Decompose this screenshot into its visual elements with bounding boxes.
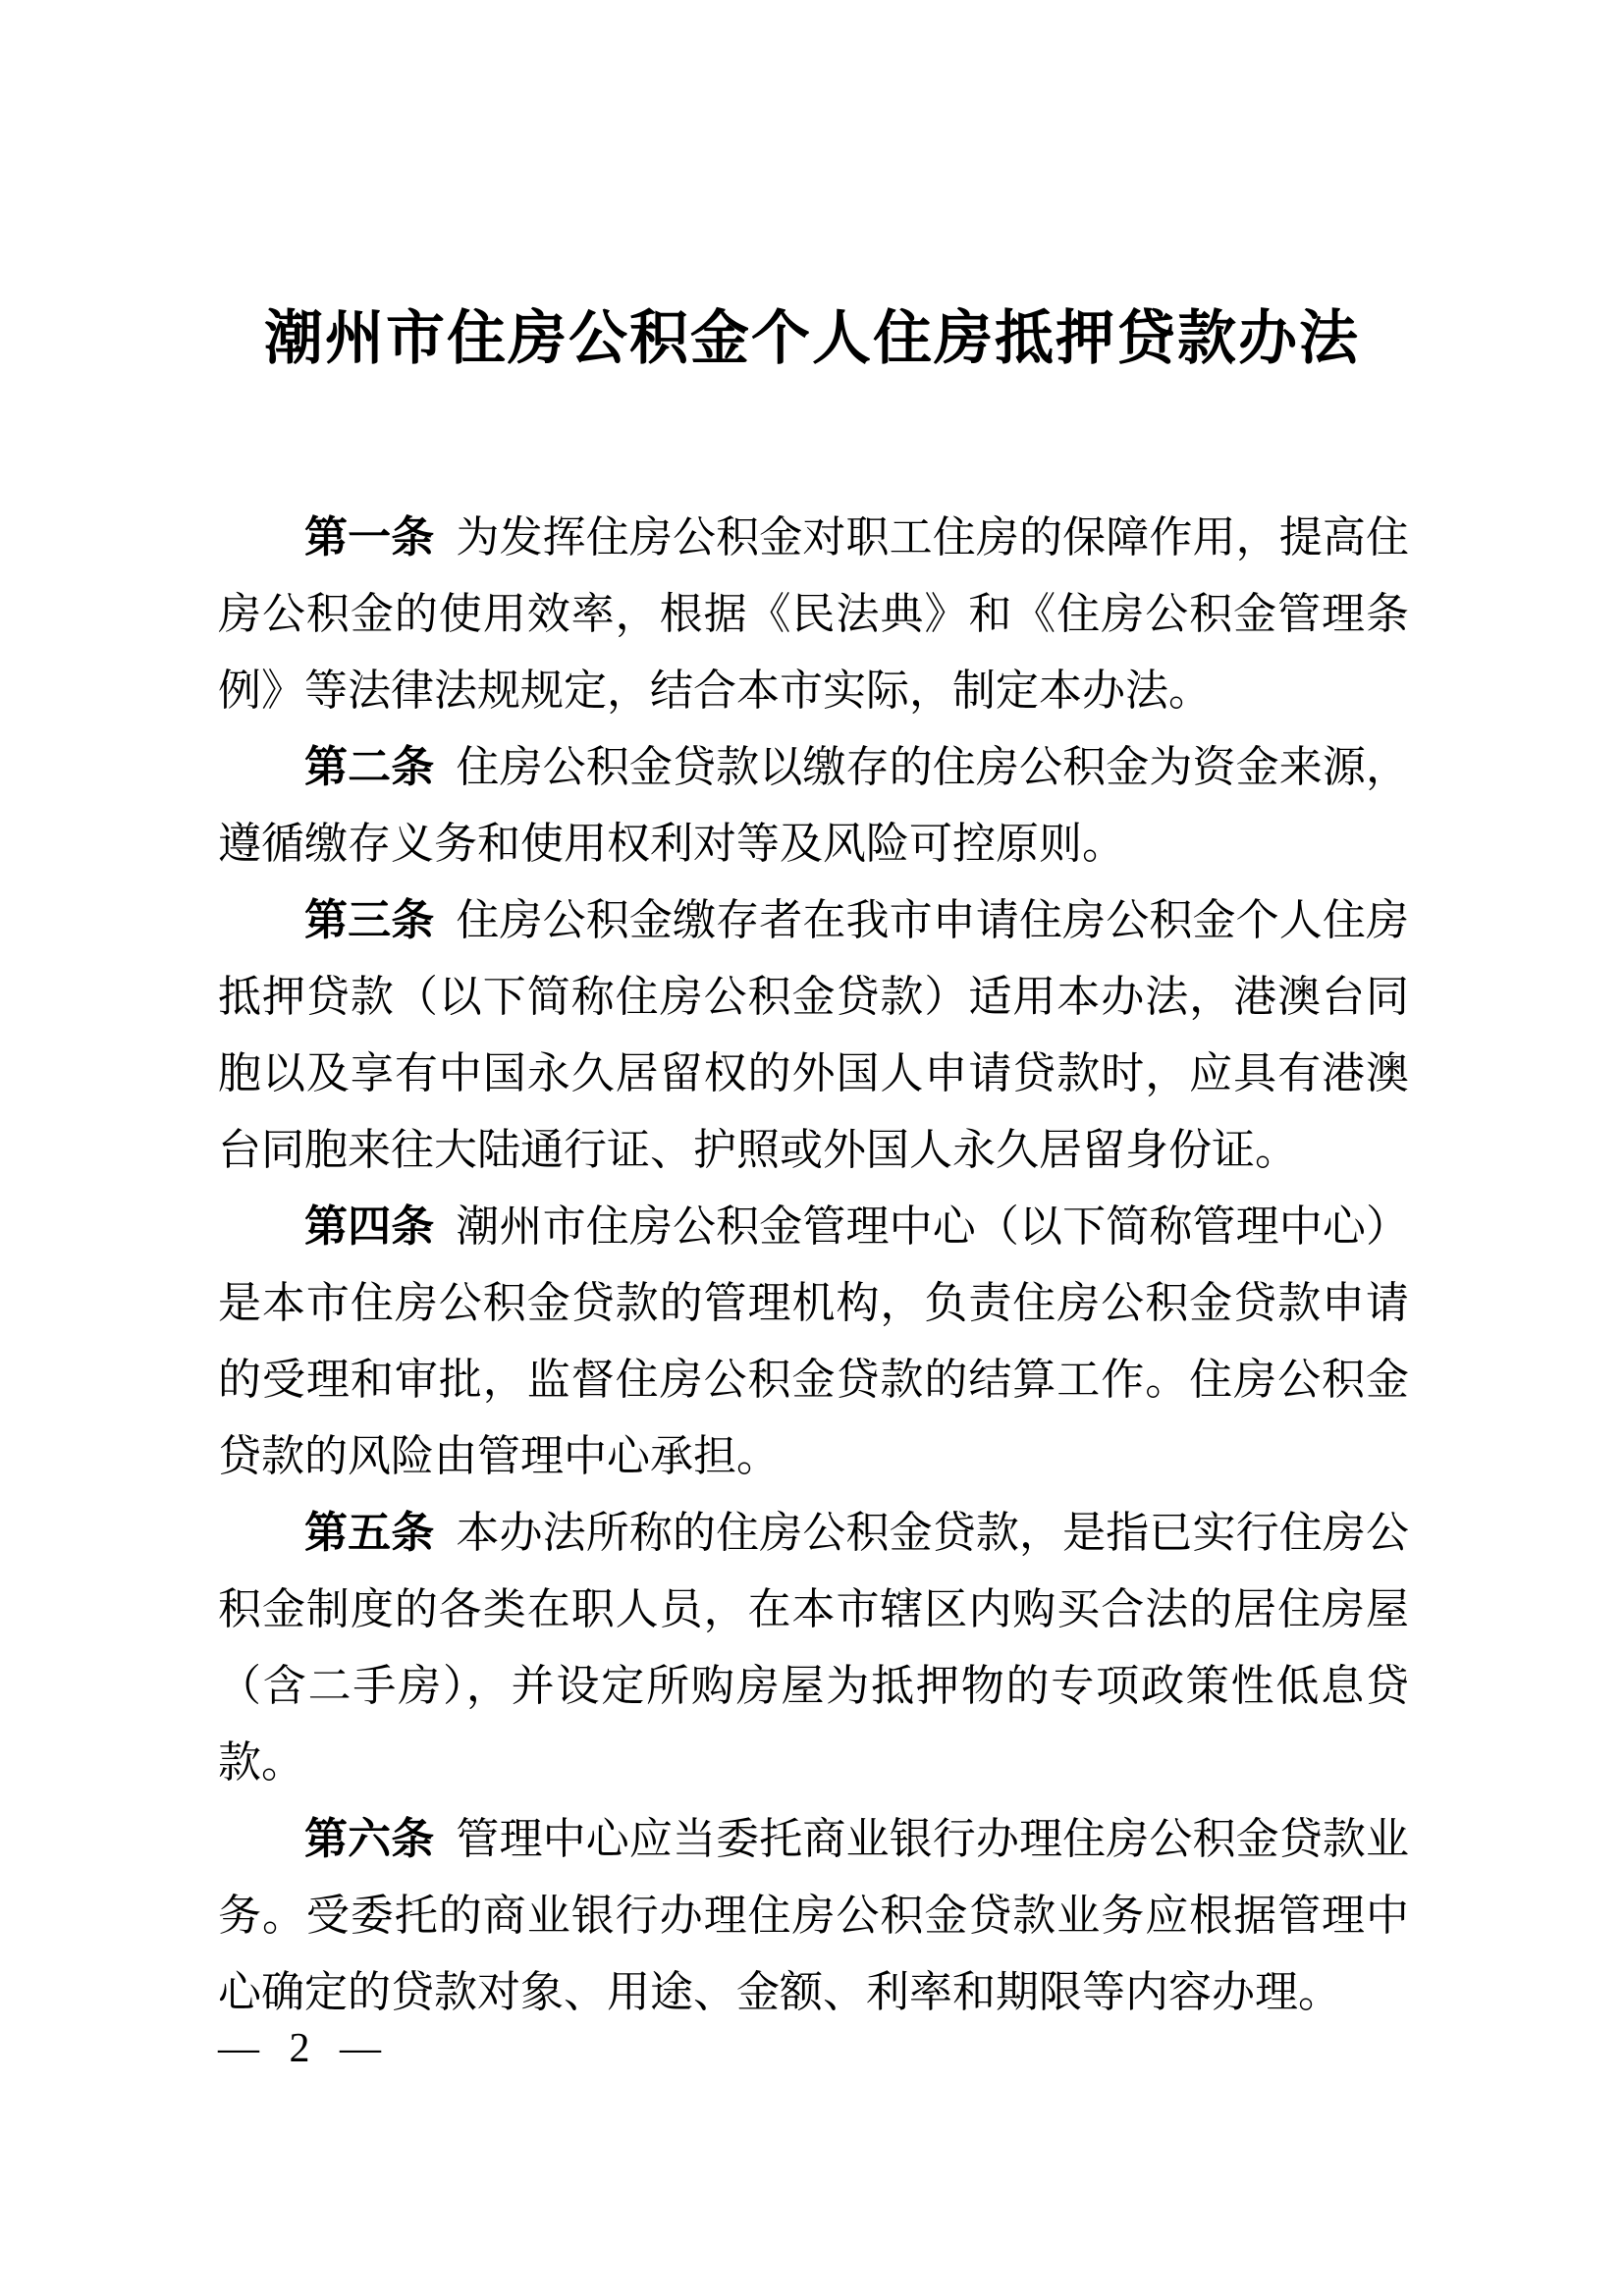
article-text: 管理中心应当委托商业银行办理住房公积金贷款业务。受委托的商业银行办理住房公积金贷款业务应根据管理中心确定的贷款对象、用途、金额、利率和期限等内容办理。 xyxy=(218,1815,1409,2016)
article-paragraph xyxy=(218,882,1409,1189)
page-number: — 2 — xyxy=(218,2026,383,2071)
article-text: 本办法所称的住房公积金贷款，是指已实行住房公积金制度的各类在职人员，在本市辖区内购买合法的居住房屋（含二手房），并设定所购房屋为抵押物的专项政策性低息贷款。 xyxy=(218,1509,1409,1787)
article-number: 第五条 xyxy=(304,1509,435,1557)
article-number: 第三条 xyxy=(304,896,435,944)
article-number: 第四条 xyxy=(304,1202,435,1251)
article-text: 潮州市住房公积金管理中心（以下简称管理中心）是本市住房公积金贷款的管理机构，负责住房公积金贷款申请的受理和审批，监督住房公积金贷款的结算工作。住房公积金贷款的风险由管理中心承担。 xyxy=(218,1202,1409,1480)
article-number: 第六条 xyxy=(304,1815,435,1863)
article-text: 住房公积金缴存者在我市申请住房公积金个人住房抵押贷款（以下简称住房公积金贷款）适用本办法，港澳台同胞以及享有中国永久居留权的外国人申请贷款时，应具有港澳台同胞来往大陆通行证、护照或外国人永久居留身份证。 xyxy=(218,896,1409,1174)
article-number: 第一条 xyxy=(304,513,435,561)
article-paragraph xyxy=(218,1189,1409,1495)
article-number: 第二条 xyxy=(304,743,435,791)
article-paragraph xyxy=(218,1801,1409,2031)
article-paragraph xyxy=(218,729,1409,882)
article-text: 住房公积金贷款以缴存的住房公积金为资金来源，遵循缴存义务和使用权利对等及风险可控原则。 xyxy=(218,743,1409,868)
article-paragraph xyxy=(218,1495,1409,1801)
article-paragraph xyxy=(218,500,1409,729)
document-body xyxy=(218,500,1409,2031)
document-title: 潮州市住房公积金个人住房抵押贷款办法 xyxy=(264,306,1360,371)
article-text: 为发挥住房公积金对职工住房的保障作用，提高住房公积金的使用效率，根据《民法典》和《住房公积金管理条例》等法律法规规定，结合本市实际，制定本办法。 xyxy=(218,513,1409,715)
